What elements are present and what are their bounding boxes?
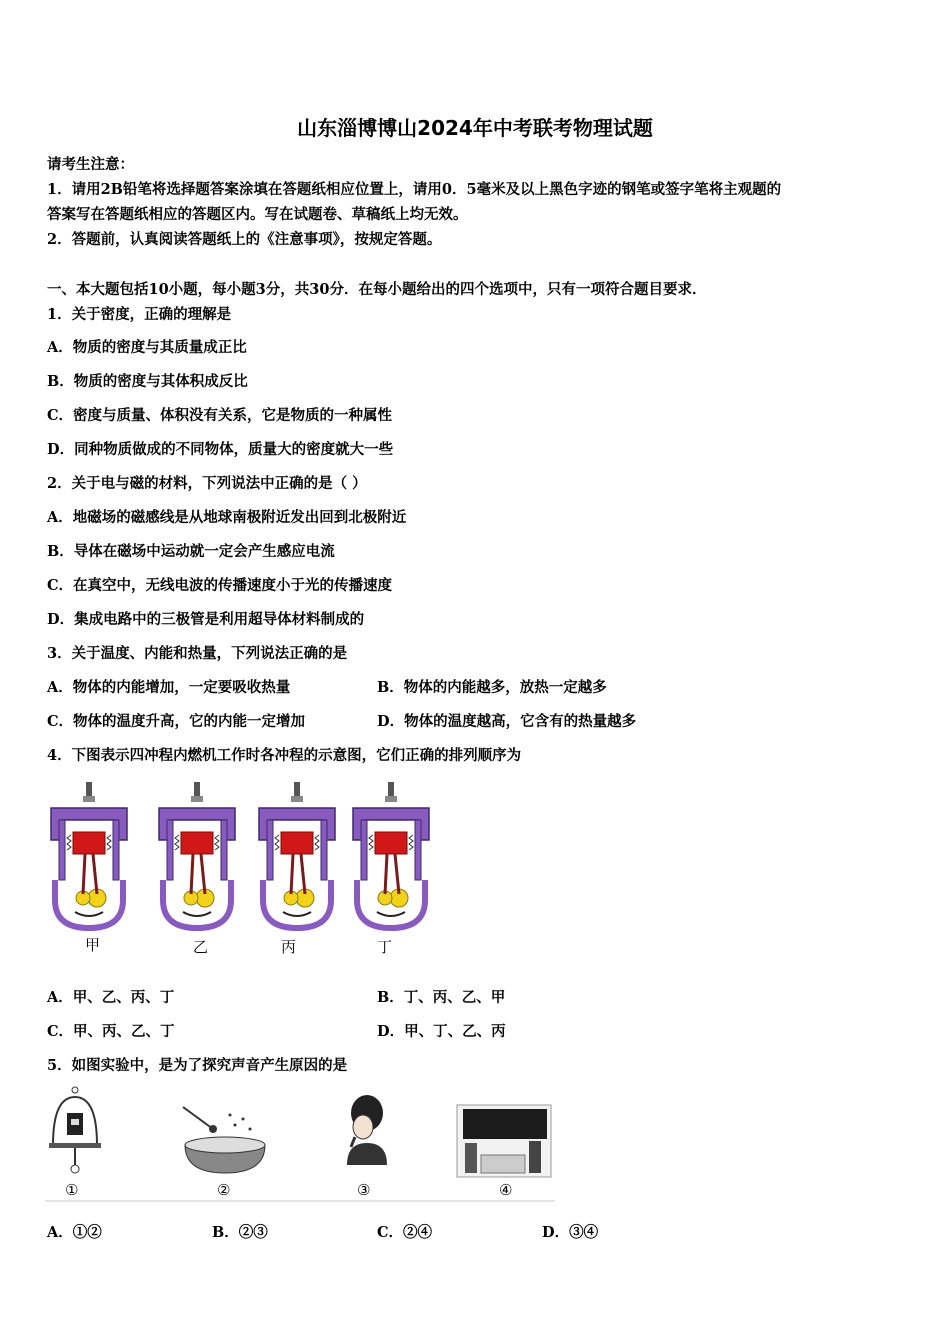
question-4-option-c[interactable]: C．甲、丙、乙、丁 [47, 1023, 175, 1040]
question-4-stem: 4．下图表示四冲程内燃机工作时各冲程的示意图，它们正确的排列顺序为 [47, 747, 522, 764]
question-5-option-b[interactable]: B．②③ [212, 1224, 268, 1241]
question-2-option-b[interactable]: B．导体在磁场中运动就一定会产生感应电流 [47, 543, 335, 560]
question-5-option-d[interactable]: D．③④ [542, 1224, 599, 1241]
engine-label-yi: 乙 [193, 938, 209, 956]
section-heading: 一、本大题包括10小题，每小题3分，共30分．在每小题给出的四个选项中，只有一项符合题目要求． [47, 281, 707, 298]
engine-strokes-figure [45, 780, 445, 960]
question-3-stem: 3．关于温度、内能和热量，下列说法正确的是 [47, 645, 348, 662]
question-2-option-a[interactable]: A．地磁场的磁感线是从地球南极附近发出回到北极附近 [47, 509, 407, 526]
question-3-option-c[interactable]: C．物体的温度升高，它的内能一定增加 [47, 713, 306, 730]
experiment-label-2: ② [217, 1181, 231, 1199]
question-4-option-d[interactable]: D．甲、丁、乙、丙 [377, 1023, 506, 1040]
question-2-stem: 2．关于电与磁的材料，下列说法中正确的是（ ） [47, 475, 367, 492]
question-1-option-d[interactable]: D．同种物质做成的不同物体，质量大的密度就大一些 [47, 441, 394, 458]
question-5-stem: 5．如图实验中，是为了探究声音产生原因的是 [47, 1057, 348, 1074]
question-3-option-d[interactable]: D．物体的温度越高，它含有的热量越多 [377, 713, 637, 730]
question-4-option-b[interactable]: B．丁、丙、乙、甲 [377, 989, 506, 1006]
engine-jia-icon [51, 782, 127, 928]
notice-item-2: 2．答题前，认真阅读答题纸上的《注意事项》，按规定答题。 [47, 231, 442, 248]
question-3-option-a[interactable]: A．物体的内能增加，一定要吸收热量 [47, 679, 291, 696]
engine-bing-icon [259, 782, 335, 928]
notice-heading: 请考生注意： [47, 156, 134, 173]
classroom-icon [457, 1105, 551, 1177]
question-3-option-b[interactable]: B．物体的内能越多，放热一定越多 [377, 679, 607, 696]
question-1-option-c[interactable]: C．密度与质量、体积没有关系，它是物质的一种属性 [47, 407, 393, 424]
notice-item-1-line-1: 1．请用2B铅笔将选择题答案涂填在答题纸相应位置上，请用0．5毫米及以上黑色字迹的钢笔或签字笔将主观题的 [47, 181, 782, 198]
question-5-option-c[interactable]: C．②④ [377, 1224, 433, 1241]
engine-ding-icon [353, 782, 429, 928]
engine-yi-icon [159, 782, 235, 928]
question-2-option-c[interactable]: C．在真空中，无线电波的传播速度小于光的传播速度 [47, 577, 393, 594]
question-1-option-a[interactable]: A．物质的密度与其质量成正比 [47, 339, 247, 356]
notice-item-1-line-2: 答案写在答题纸相应的答题区内。写在试题卷、草稿纸上均无效。 [47, 206, 468, 223]
question-5-option-a[interactable]: A．①② [47, 1224, 102, 1241]
question-1-stem: 1．关于密度，正确的理解是 [47, 306, 232, 323]
page-title: 山东淄博博山2024年中考联考物理试题 [297, 116, 653, 140]
engine-label-ding: 丁 [377, 938, 393, 956]
experiment-label-1: ① [65, 1181, 79, 1199]
engine-label-bing: 丙 [281, 938, 297, 956]
question-2-option-d[interactable]: D．集成电路中的三极管是利用超导体材料制成的 [47, 611, 365, 628]
question-1-option-b[interactable]: B．物质的密度与其体积成反比 [47, 373, 248, 390]
engine-label-jia: 甲 [85, 936, 101, 954]
experiment-label-3: ③ [357, 1181, 371, 1199]
question-4-option-a[interactable]: A．甲、乙、丙、丁 [47, 989, 175, 1006]
experiment-label-4: ④ [499, 1181, 513, 1199]
sound-experiments-figure [45, 1085, 555, 1203]
